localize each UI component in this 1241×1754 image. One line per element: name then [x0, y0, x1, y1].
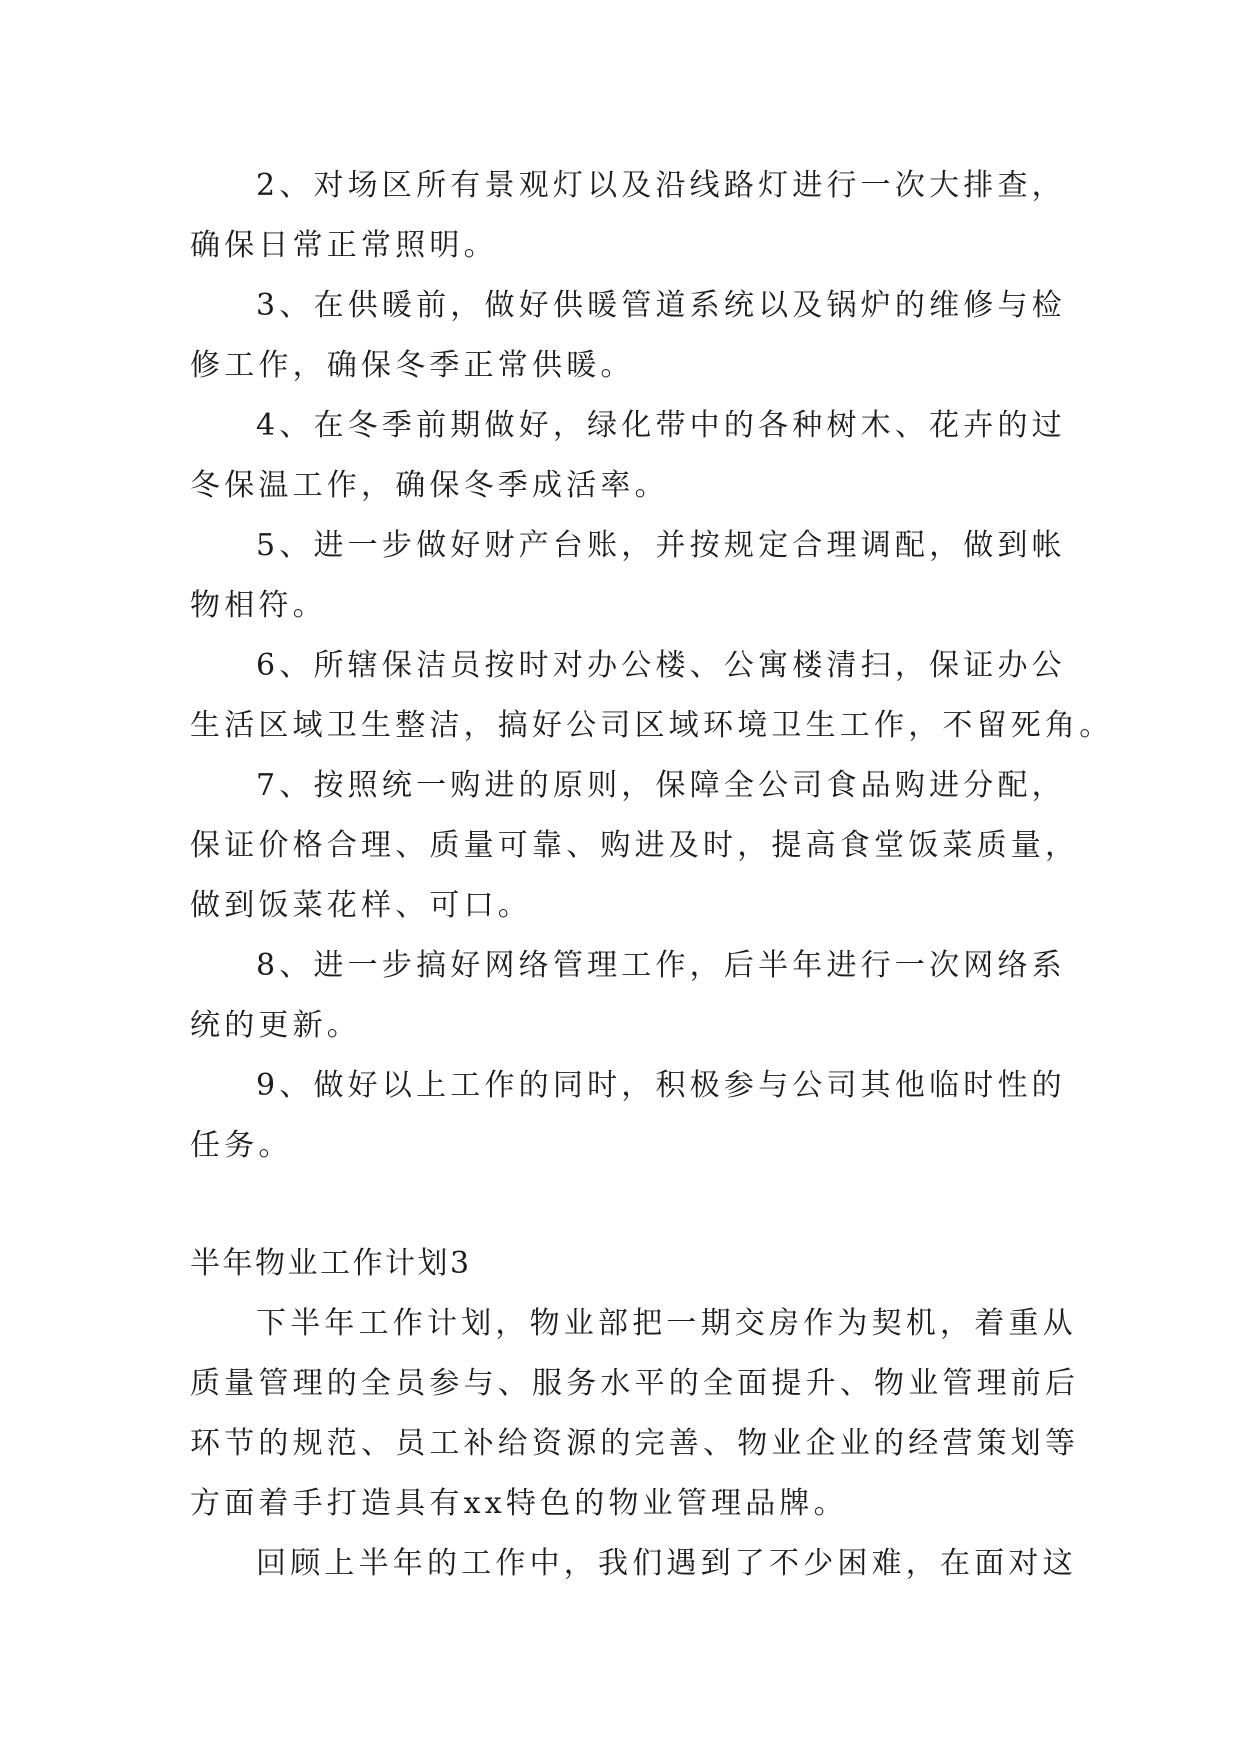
text-line: 统的更新。 [190, 1008, 361, 1043]
text-line: 生活区域卫生整洁，搞好公司区域环境卫生工作，不留死角。 [190, 708, 1114, 743]
text-line: 修工作，确保冬季正常供暖。 [190, 348, 635, 383]
text-line: 做到饭菜花样、可口。 [190, 888, 532, 923]
text-line: 冬保温工作，确保冬季成活率。 [190, 468, 669, 503]
text-line: 3、在供暖前，做好供暖管道系统以及锅炉的维修与检 [256, 288, 1066, 323]
text-line: 回顾上半年的工作中，我们遇到了不少困难，在面对这 [256, 1546, 1077, 1581]
text-line: 7、按照统一购进的原则，保障全公司食品购进分配， [256, 768, 1066, 803]
text-line: 任务。 [190, 1128, 293, 1163]
text-line: 下半年工作计划，物业部把一期交房作为契机，着重从 [256, 1306, 1077, 1341]
text-line: 6、所辖保洁员按时对办公楼、公寓楼清扫，保证办公 [256, 648, 1066, 683]
text-line: 确保日常正常照明。 [190, 228, 498, 263]
text-line: 5、进一步做好财产台账，并按规定合理调配，做到帐 [256, 528, 1066, 563]
text-line: 9、做好以上工作的同时，积极参与公司其他临时性的 [256, 1068, 1066, 1103]
text-line: 质量管理的全员参与、服务水平的全面提升、物业管理前后 [190, 1366, 1080, 1401]
text-line: 2、对场区所有景观灯以及沿线路灯进行一次大排查， [256, 168, 1066, 203]
text-line: 4、在冬季前期做好，绿化带中的各种树木、花卉的过 [256, 408, 1066, 443]
text-line: 环节的规范、员工补给资源的完善、物业企业的经营策划等 [190, 1426, 1080, 1461]
text-line: 方面着手打造具有xx特色的物业管理品牌。 [190, 1486, 848, 1521]
text-line: 物相符。 [190, 588, 327, 623]
text-line: 保证价格合理、质量可靠、购进及时，提高食堂饭菜质量， [190, 828, 1080, 863]
section-heading: 半年物业工作计划3 [190, 1246, 472, 1281]
text-line: 8、进一步搞好网络管理工作，后半年进行一次网络系 [256, 948, 1066, 983]
